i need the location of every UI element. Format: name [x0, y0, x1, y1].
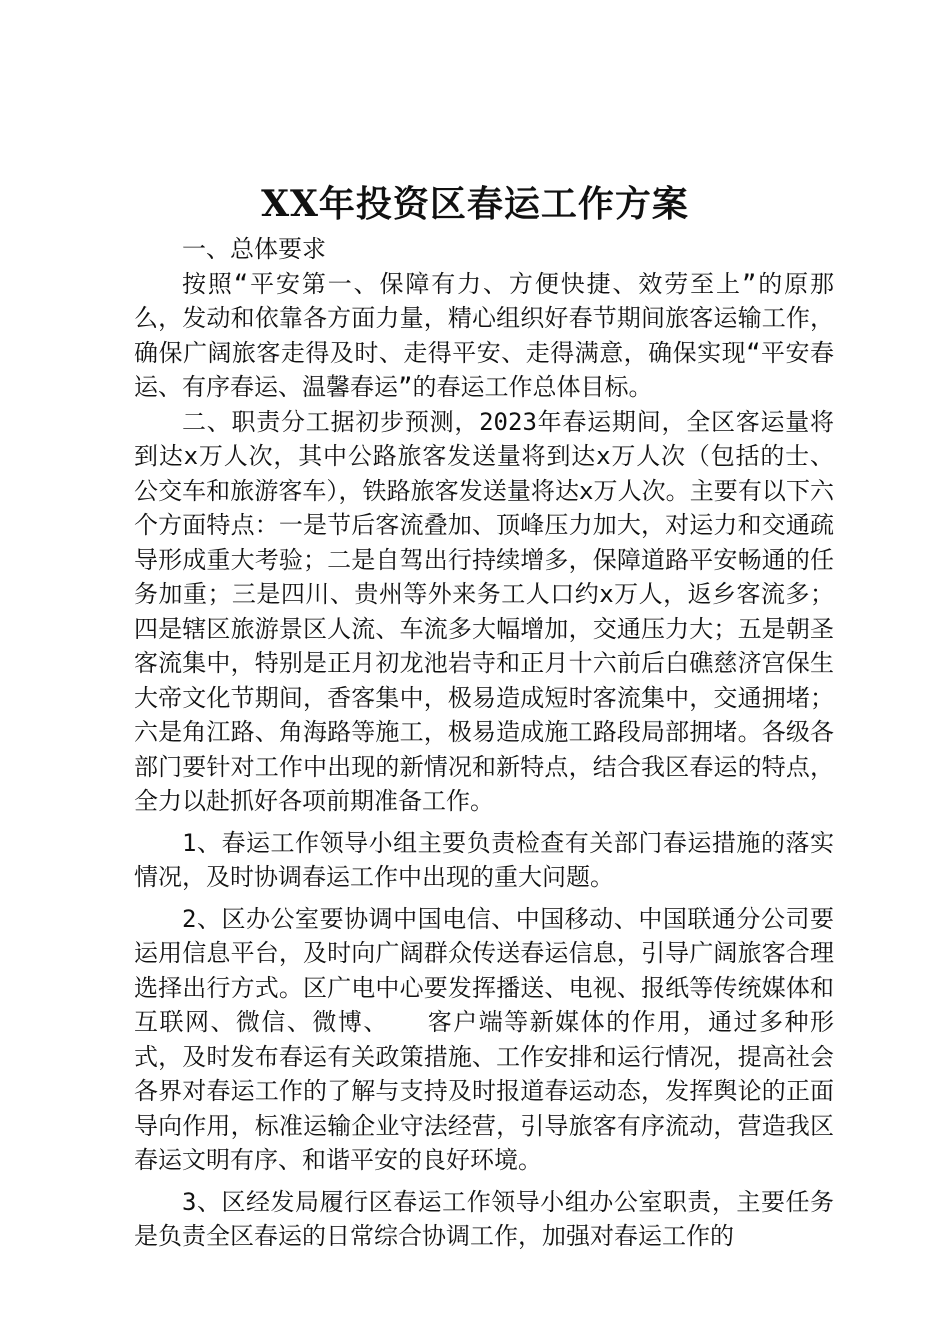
- paragraph-responsibilities: 二、职责分工据初步预测，2023年春运期间，全区客运量将到达x万人次，其中公路旅客发送量将到达x万人次（包括的士、公交车和旅游客车），铁路旅客发送量将达x万人次。主要有以下六个方面特点：一是节后客流叠加、顶峰压力加大，对运力和交通疏导形成重大考验；二是自驾出行持续增多，保障道路平安畅通的任务加重；三是四川、贵州等外来务工人口约x万人，返乡客流多；四是辖区旅游景区人流、车流多大幅增加，交通压力大；五是朝圣客流集中，特别是正月初龙池岩寺和正月十六前后白礁慈济宫保生大帝文化节期间，香客集中，极易造成短时客流集中，交通拥堵；六是角江路、角海路等施工，极易造成施工路段局部拥堵。各级各部门要针对工作中出现的新情况和新特点，结合我区春运的特点，全力以赴抓好各项前期准备工作。: [134, 407, 834, 815]
- paragraph-item-2: 2、区办公室要协调中国电信、中国移动、中国联通分公司要运用信息平台，及时向广阔群众传送春运信息，引导广阔旅客合理选择出行方式。区广电中心要发挥播送、电视、报纸等传统媒体和互联网、微信、微博、 客户端等新媒体的作用，通过多种形式，及时发布春运有关政策措施、工作安排和运行情况，提高社会各界对春运工作的了解与支持及时报道春运动态，发挥舆论的正面导向作用，标准运输企业守法经营，引导旅客有序流动，营造我区春运文明有序、和谐平安的良好环境。: [134, 904, 834, 1174]
- document-title: XX年投资区春运工作方案: [261, 183, 689, 225]
- document-body: [134, 232, 834, 1254]
- section-heading-general-requirements: 一、总体要求: [182, 235, 326, 263]
- paragraph-item-1: 1、春运工作领导小组主要负责检查有关部门春运措施的落实情况，及时协调春运工作中出现的重大问题。: [134, 828, 834, 891]
- paragraph-item-3: 3、区经发局履行区春运工作领导小组办公室职责，主要任务是负责全区春运的日常综合协调工作，加强对春运工作的: [134, 1187, 834, 1250]
- paragraph-principles: 按照“平安第一、保障有力、方便快捷、效劳至上”的原那么，发动和依靠各方面力量，精心组织好春节期间旅客运输工作，确保广阔旅客走得及时、走得平安、走得满意，确保实现“平安春运、有序春运、温馨春运”的春运工作总体目标。: [134, 269, 834, 401]
